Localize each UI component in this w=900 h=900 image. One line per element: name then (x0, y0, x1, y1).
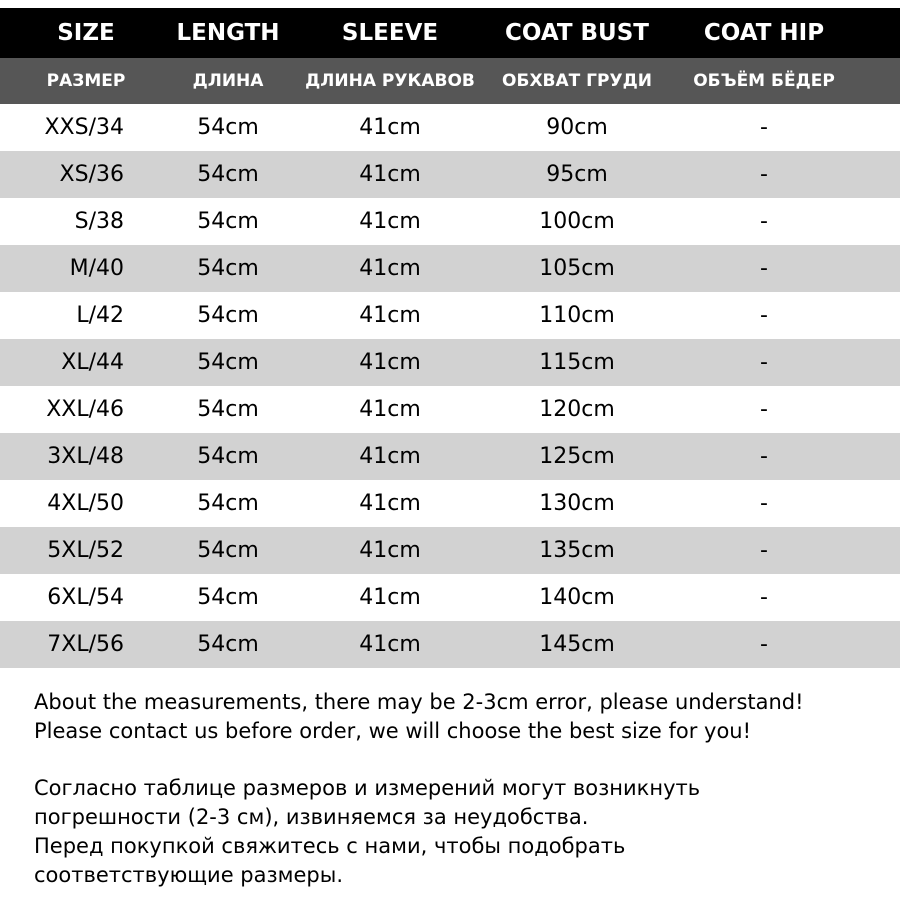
cell-coat-hip: - (760, 538, 768, 563)
cell-size: XS/36 (59, 162, 124, 187)
header-size-ru: РАЗМЕР (46, 71, 126, 91)
cell-coat-hip: - (760, 444, 768, 469)
header-size: SIZE (57, 20, 115, 46)
note-line: About the measurements, there may be 2-3cm error, please understand! (34, 690, 804, 714)
cell-size: 6XL/54 (47, 585, 124, 610)
note-line: Please contact us before order, we will choose the best size for you! (34, 719, 752, 743)
note-line: погрешности (2-3 см), извиняемся за неудобства. (34, 805, 589, 829)
cell-size: 3XL/48 (47, 444, 124, 469)
cell-coat-hip: - (760, 303, 768, 328)
cell-sleeve: 41cm (359, 209, 421, 234)
cell-length: 54cm (197, 209, 259, 234)
header-row-en (0, 8, 900, 58)
notes-en (34, 688, 804, 746)
header-sleeve: SLEEVE (341, 20, 439, 46)
cell-size: S/38 (74, 209, 124, 234)
cell-coat-bust: 95cm (546, 162, 608, 187)
table-row (0, 198, 900, 245)
cell-sleeve: 41cm (359, 303, 421, 328)
cell-coat-hip: - (760, 162, 768, 187)
cell-coat-hip: - (760, 397, 768, 422)
cell-sleeve: 41cm (359, 491, 421, 516)
header-length-ru: ДЛИНА (192, 71, 264, 91)
cell-size: L/42 (76, 303, 124, 328)
table-row (0, 104, 900, 151)
table-row (0, 386, 900, 433)
cell-coat-hip: - (760, 350, 768, 375)
cell-size: XXS/34 (44, 115, 124, 140)
table-body (0, 104, 900, 668)
table-row (0, 292, 900, 339)
cell-sleeve: 41cm (359, 162, 421, 187)
size-table (0, 8, 900, 668)
cell-sleeve: 41cm (359, 115, 421, 140)
cell-coat-bust: 140cm (539, 585, 615, 610)
cell-sleeve: 41cm (359, 350, 421, 375)
header-coat-hip-ru: ОБЪЁМ БЁДЕР (693, 71, 835, 91)
note-line: Согласно таблице размеров и измерений могут возникнуть (34, 776, 701, 800)
table-row (0, 151, 900, 198)
cell-sleeve: 41cm (359, 585, 421, 610)
cell-sleeve: 41cm (359, 632, 421, 657)
cell-length: 54cm (197, 491, 259, 516)
cell-coat-bust: 125cm (539, 444, 615, 469)
cell-coat-bust: 120cm (539, 397, 615, 422)
cell-coat-bust: 115cm (539, 350, 615, 375)
cell-coat-bust: 145cm (539, 632, 615, 657)
table-row (0, 574, 900, 621)
header-length: LENGTH (176, 20, 280, 46)
cell-coat-bust: 100cm (539, 209, 615, 234)
cell-coat-bust: 135cm (539, 538, 615, 563)
cell-length: 54cm (197, 538, 259, 563)
header-coat-bust-ru: ОБХВАТ ГРУДИ (502, 71, 652, 91)
cell-coat-hip: - (760, 115, 768, 140)
cell-sleeve: 41cm (359, 538, 421, 563)
cell-size: 4XL/50 (47, 491, 124, 516)
cell-coat-hip: - (760, 585, 768, 610)
table-row (0, 433, 900, 480)
cell-length: 54cm (197, 256, 259, 281)
cell-length: 54cm (197, 115, 259, 140)
header-coat-hip: COAT HIP (703, 20, 825, 46)
cell-length: 54cm (197, 632, 259, 657)
cell-sleeve: 41cm (359, 444, 421, 469)
cell-coat-hip: - (760, 632, 768, 657)
table-row (0, 245, 900, 292)
cell-coat-hip: - (760, 491, 768, 516)
note-line: Перед покупкой свяжитесь с нами, чтобы подобрать (34, 834, 626, 858)
cell-coat-bust: 105cm (539, 256, 615, 281)
cell-length: 54cm (197, 350, 259, 375)
cell-coat-hip: - (760, 209, 768, 234)
cell-coat-hip: - (760, 256, 768, 281)
notes-ru (34, 774, 804, 890)
cell-coat-bust: 90cm (546, 115, 608, 140)
table-row (0, 621, 900, 668)
header-row-ru (0, 58, 900, 104)
cell-coat-bust: 130cm (539, 491, 615, 516)
notes (34, 688, 804, 890)
cell-length: 54cm (197, 444, 259, 469)
cell-size: XXL/46 (46, 397, 124, 422)
table-row (0, 480, 900, 527)
cell-coat-bust: 110cm (539, 303, 615, 328)
cell-size: XL/44 (61, 350, 124, 375)
cell-length: 54cm (197, 397, 259, 422)
cell-size: 5XL/52 (47, 538, 124, 563)
cell-sleeve: 41cm (359, 397, 421, 422)
cell-length: 54cm (197, 162, 259, 187)
cell-length: 54cm (197, 303, 259, 328)
cell-size: M/40 (69, 256, 124, 281)
header-sleeve-ru: ДЛИНА РУКАВОВ (305, 71, 475, 91)
cell-sleeve: 41cm (359, 256, 421, 281)
table-row (0, 339, 900, 386)
table-row (0, 527, 900, 574)
cell-length: 54cm (197, 585, 259, 610)
header-coat-bust: COAT BUST (505, 20, 649, 46)
note-line: соответствующие размеры. (34, 863, 344, 887)
cell-size: 7XL/56 (47, 632, 124, 657)
